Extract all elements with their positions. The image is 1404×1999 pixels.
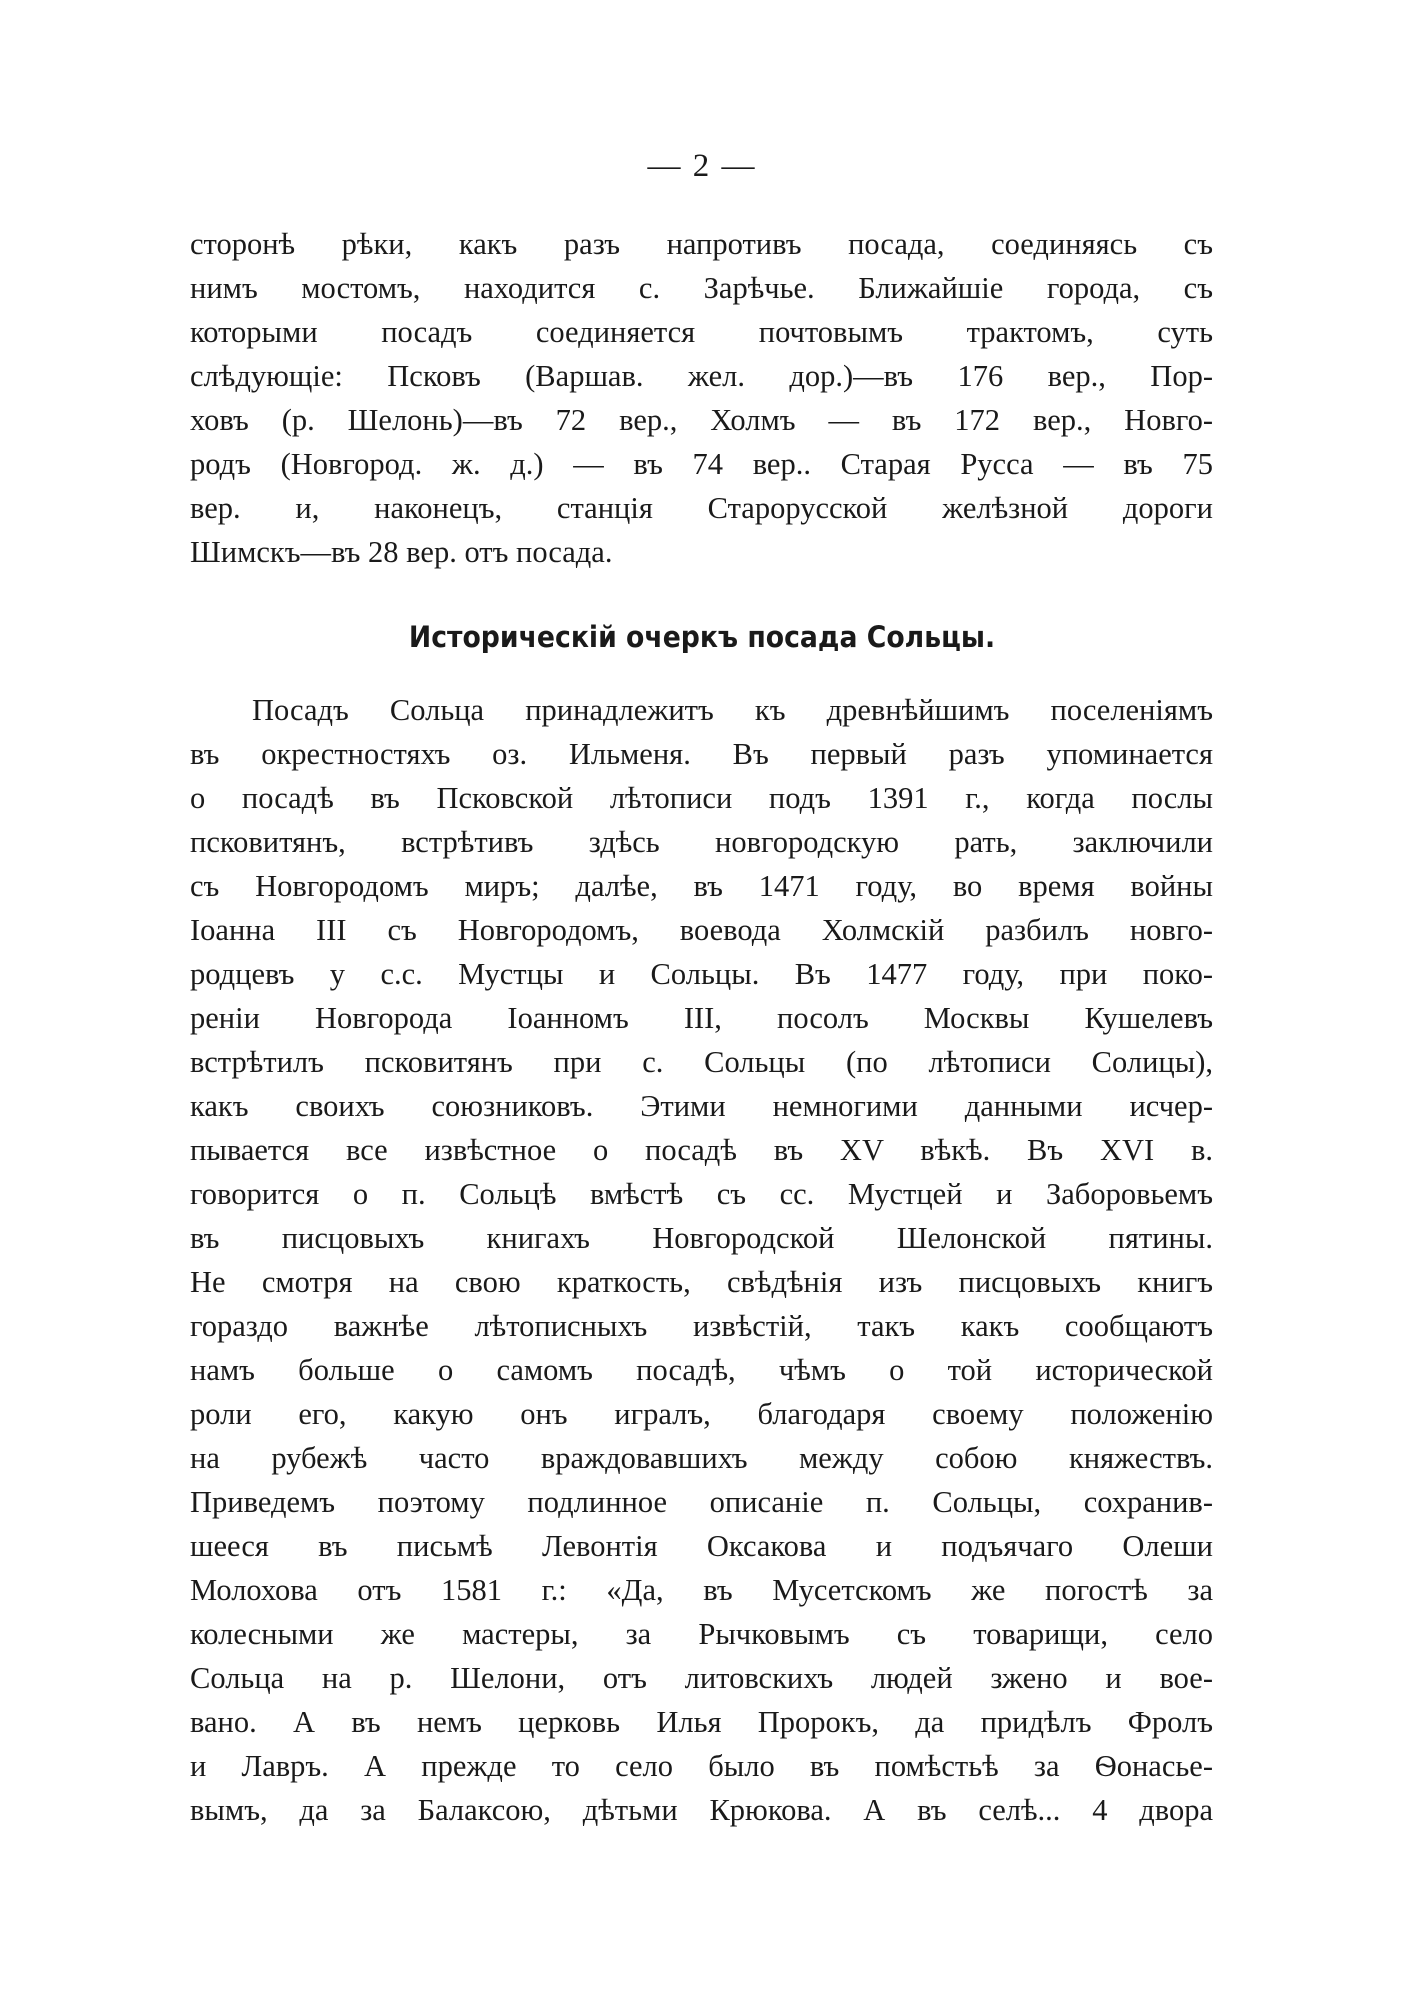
- text-line: какъ своихъ союзниковъ. Этими немногими данными исчер-: [190, 1089, 1213, 1123]
- text-line: Приведемъ поэтому подлинное описаніе п. Сольцы, сохранив-: [190, 1485, 1213, 1519]
- text-line: гораздо важнѣе лѣтописныхъ извѣстій, такъ какъ сообщаютъ: [190, 1309, 1213, 1343]
- text-line: пывается все извѣстное о посадѣ въ XV вѣкѣ. Въ XVI в.: [190, 1133, 1213, 1167]
- text-line: Не смотря на свою краткость, свѣдѣнія изъ писцовыхъ книгъ: [190, 1265, 1213, 1299]
- section-body: [190, 688, 1213, 1832]
- intro-paragraph: [190, 222, 1213, 574]
- text-line: [190, 688, 1213, 732]
- text-line-content: Посадъ Сольца принадлежитъ къ древнѣйшимъ поселеніямъ: [252, 693, 1213, 727]
- text-line: на рубежѣ часто враждовавшихъ между собою княжествъ.: [190, 1441, 1213, 1475]
- text-line: въ писцовыхъ книгахъ Новгородской Шелонской пятины.: [190, 1221, 1213, 1255]
- text-line: сторонѣ рѣки, какъ разъ напротивъ посада, соединяясь съ: [190, 227, 1213, 261]
- page-number: — 2 —: [647, 148, 757, 184]
- text-line: вано. А въ немъ церковь Илья Пророкъ, да придѣлъ Фролъ: [190, 1705, 1213, 1739]
- text-line: колесными же мастеры, за Рычковымъ съ товарищи, село: [190, 1617, 1213, 1651]
- text-line: съ Новгородомъ миръ; далѣе, въ 1471 году, во время войны: [190, 869, 1213, 903]
- text-line: которыми посадъ соединяется почтовымъ трактомъ, суть: [190, 315, 1213, 349]
- text-line: говорится о п. Сольцѣ вмѣстѣ съ сс. Мустцей и Заборовьемъ: [190, 1177, 1213, 1211]
- text-line: намъ больше о самомъ посадѣ, чѣмъ о той исторической: [190, 1353, 1213, 1387]
- text-line: роли его, какую онъ игралъ, благодаря своему положенію: [190, 1397, 1213, 1431]
- text-line: Іоанна III съ Новгородомъ, воевода Холмскій разбилъ новго-: [190, 913, 1213, 947]
- text-line: родъ (Новгород. ж. д.) — въ 74 вер.. Старая Русса — въ 75: [190, 447, 1213, 481]
- text-line: вымъ, да за Балаксою, дѣтьми Крюкова. А въ селѣ... 4 двора: [190, 1793, 1213, 1827]
- text-line: шееся въ письмѣ Левонтія Оксакова и подъячаго Олеши: [190, 1529, 1213, 1563]
- text-line: Молохова отъ 1581 г.: «Да, въ Мусетскомъ же погостѣ за: [190, 1573, 1213, 1607]
- text-line: о посадѣ въ Псковской лѣтописи подъ 1391 г., когда послы: [190, 781, 1213, 815]
- section-heading: Историческій очеркъ посада Сольцы.: [408, 620, 996, 654]
- text-line: реніи Новгорода Іоанномъ III, посолъ Москвы Кушелевъ: [190, 1001, 1213, 1035]
- text-line: въ окрестностяхъ оз. Ильменя. Въ первый разъ упоминается: [190, 737, 1213, 771]
- text-line: нимъ мостомъ, находится с. Зарѣчье. Ближайшіе города, съ: [190, 271, 1213, 305]
- text-line: вер. и, наконецъ, станція Старорусской желѣзной дороги: [190, 491, 1213, 525]
- text-line: родцевъ у с.с. Мустцы и Сольцы. Въ 1477 году, при поко-: [190, 957, 1213, 991]
- text-line: Шимскъ—въ 28 вер. отъ посада.: [190, 535, 613, 569]
- text-line: Сольца на р. Шелони, отъ литовскихъ людей зжено и вое-: [190, 1661, 1213, 1695]
- text-line: ховъ (р. Шелонь)—въ 72 вер., Холмъ — въ 172 вер., Новго-: [190, 403, 1213, 437]
- text-line: и Лавръ. А прежде то село было въ помѣстьѣ за Ѳонасье-: [190, 1749, 1213, 1783]
- text-line: встрѣтилъ псковитянъ при с. Сольцы (по лѣтописи Солицы),: [190, 1045, 1213, 1079]
- text-line: псковитянъ, встрѣтивъ здѣсь новгородскую рать, заключили: [190, 825, 1213, 859]
- text-line: слѣдующіе: Псковъ (Варшав. жел. дор.)—въ 176 вер., Пор-: [190, 359, 1213, 393]
